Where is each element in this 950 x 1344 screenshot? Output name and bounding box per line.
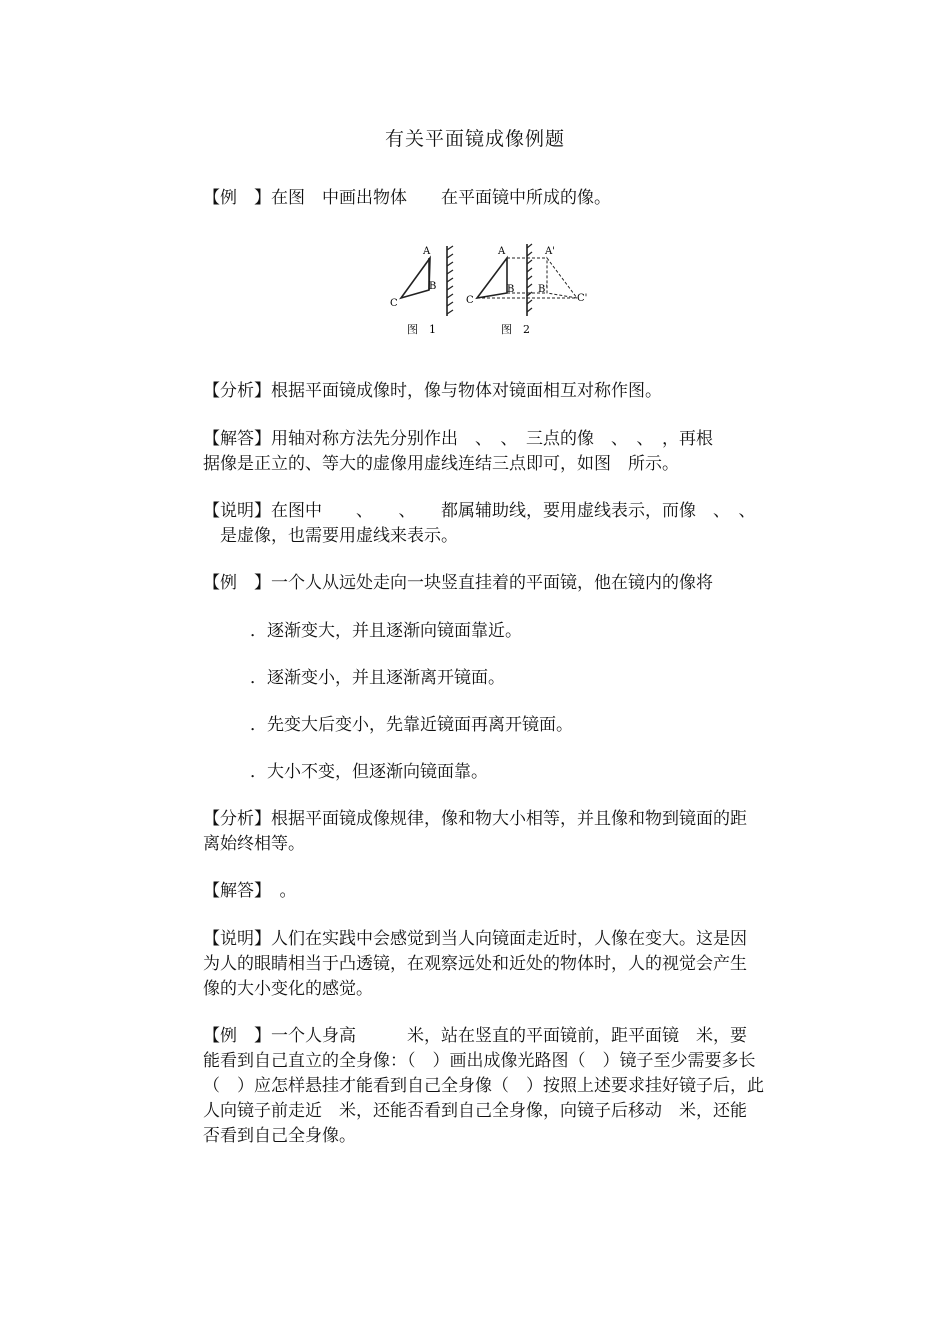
label-c-fig2: C <box>466 295 474 306</box>
example2-note-line1: 【说明】人们在实践中会感觉到当人向镜面走近时，人像在变大。这是因 <box>203 929 747 949</box>
example2-note-line3: 像的大小变化的感觉。 <box>203 979 373 999</box>
triangle-abc <box>401 258 430 298</box>
example3-line5: 否看到自己全身像。 <box>203 1126 356 1146</box>
example1-analysis: 【分析】根据平面镜成像时，像与物体对镜面相互对称作图。 <box>203 381 662 401</box>
example2-option-b: ．逐渐变小，并且逐渐离开镜面。 <box>250 668 505 688</box>
label-a-prime: A' <box>545 246 555 257</box>
page-title: 有关平面镜成像例题 <box>384 128 565 150</box>
example2-answer: 【解答】 。 <box>203 881 297 901</box>
mirror-figure <box>385 238 595 346</box>
figure-1-caption: 图 1 <box>407 323 436 336</box>
example3-line3: （ ）应怎样悬挂才能看到自己全身像（ ）按照上述要求挂好镜子后，此 <box>203 1076 764 1096</box>
figure-2-caption: 图 2 <box>501 323 530 336</box>
label-b-prime: B' <box>538 284 549 295</box>
label-b-fig1: B <box>429 281 437 292</box>
example2-option-a: ．逐渐变大，并且逐渐向镜面靠近。 <box>250 621 522 641</box>
mirror-hatching-1 <box>447 246 453 314</box>
label-b-fig2: B <box>507 284 515 295</box>
example2-option-c: ．先变大后变小，先靠近镜面再离开镜面。 <box>250 715 573 735</box>
label-c-fig1: C <box>390 298 398 309</box>
label-c-prime: C' <box>577 293 588 304</box>
figure-1 <box>390 246 453 336</box>
example3-line4: 人向镜子前走近 米，还能否看到自己全身像，向镜子后移动 米，还能 <box>203 1101 747 1121</box>
example2-note-line2: 为人的眼睛相当于凸透镜，在观察远处和近处的物体时，人的视觉会产生 <box>203 954 747 974</box>
example1-note-line2: 是虚像，也需要用虚线来表示。 <box>203 526 458 546</box>
label-a-fig2: A <box>498 246 506 257</box>
example1-question: 【例 】在图 中画出物体 在平面镜中所成的像。 <box>203 188 611 208</box>
example1-answer-line1: 【解答】用轴对称方法先分别作出 、 、 三点的像 、 、 ，再根 <box>203 429 713 449</box>
label-a-fig1: A <box>423 246 431 257</box>
example2-question: 【例 】一个人从远处走向一块竖直挂着的平面镜，他在镜内的像将 <box>203 573 713 593</box>
example1-answer-line2: 据像是正立的、等大的虚像用虚线连结三点即可，如图 所示。 <box>203 454 679 474</box>
triangle-abc-2 <box>477 258 507 298</box>
example2-option-d: ．大小不变，但逐渐向镜面靠。 <box>250 762 488 782</box>
figure-2 <box>466 244 587 336</box>
example2-analysis-line1: 【分析】根据平面镜成像规律，像和物大小相等，并且像和物到镜面的距 <box>203 809 747 829</box>
example1-note-line1: 【说明】在图中 、 、 都属辅助线，要用虚线表示，而像 、 、 <box>203 501 756 521</box>
example2-analysis-line2: 离始终相等。 <box>203 834 305 854</box>
example3-line2: 能看到自己直立的全身像：（ ）画出成像光路图（ ）镜子至少需要多长 <box>203 1051 756 1071</box>
example3-line1: 【例 】一个人身高 米，站在竖直的平面镜前，距平面镜 米，要 <box>203 1026 747 1046</box>
